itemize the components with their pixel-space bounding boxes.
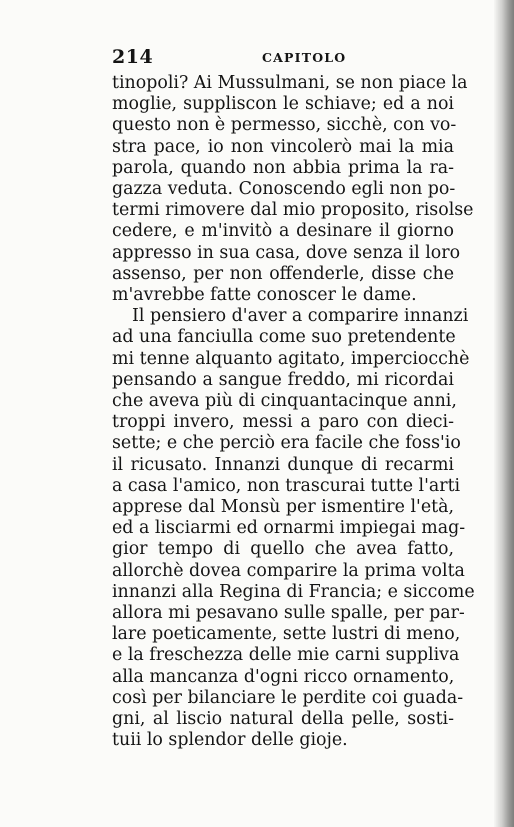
text-line: a casa l'amico, non trascurai tutte l'arti	[112, 475, 461, 496]
text-line: tuii lo splendor delle gioje.	[112, 730, 348, 751]
text-line: allora mi pesavano sulle spalle, per par-	[112, 603, 465, 624]
body-text	[112, 73, 475, 752]
text-line: lare poeticamente, sette lustri di meno,	[112, 624, 461, 645]
text-line: tinopoli? Ai Mussulmani, se non piace la	[112, 73, 468, 93]
text-line: Il pensiero d'aver a comparire innanzi	[132, 306, 469, 327]
text-line: gni, al liscio natural della pelle, sosti-	[112, 709, 454, 730]
text-line: apprese dal Monsù per ismentire l'età,	[112, 497, 454, 518]
text-line: gior tempo di quello che avea fatto,	[112, 539, 454, 560]
text-line: sette; e che perciò era facile che foss'io	[112, 433, 461, 454]
text-line: ed a lisciarmi ed ornarmi impiegai mag-	[112, 518, 466, 539]
text-line: alla mancanza d'ogni ricco ornamento,	[112, 666, 455, 687]
text-line: il ricusato. Innanzi dunque di recarmi	[112, 454, 454, 475]
text-line: parola, quando non abbia prima la ra-	[112, 157, 454, 178]
text-line: troppi invero, messi a paro con dieci-	[112, 412, 454, 433]
text-line: gazza veduta. Conoscendo egli non po-	[112, 179, 456, 200]
text-line: innanzi alla Regina di Francia; e siccome	[112, 581, 475, 602]
page-number: 214	[112, 46, 154, 68]
text-line: così per bilanciare le perdite coi guada-	[112, 687, 464, 708]
text-line: moglie, suppliscon le schiave; ed a noi	[112, 94, 454, 115]
text-line: questo non è permesso, sicchè, con vo-	[112, 115, 457, 136]
text-line: ad una fanciulla come suo pretendente	[112, 327, 456, 348]
running-head: CAPITOLO	[262, 50, 347, 65]
text-line: che aveva più di cinquantacinque anni,	[112, 391, 457, 412]
text-line: termi rimovere dal mio proposito, risolse	[112, 200, 474, 221]
page-binding-edge	[494, 0, 514, 827]
text-line: assenso, per non offenderle, disse che	[112, 263, 454, 284]
text-line: mi tenne alquanto agitato, imperciocchè	[112, 348, 470, 369]
text-line: allorchè dovea comparire la prima volta	[112, 560, 465, 581]
text-line: pensando a sangue freddo, mi ricordai	[112, 369, 454, 390]
text-line: stra pace, io non vincolerò mai la mia	[112, 136, 454, 157]
text-line: e la freschezza delle mie carni suppliva	[112, 645, 460, 666]
text-line: m'avrebbe fatte conoscer le dame.	[112, 285, 417, 306]
text-line: appresso in sua casa, dove senza il loro	[112, 242, 461, 263]
page-header	[112, 46, 442, 68]
text-line: cedere, e m'invitò a desinare il giorno	[112, 221, 454, 242]
